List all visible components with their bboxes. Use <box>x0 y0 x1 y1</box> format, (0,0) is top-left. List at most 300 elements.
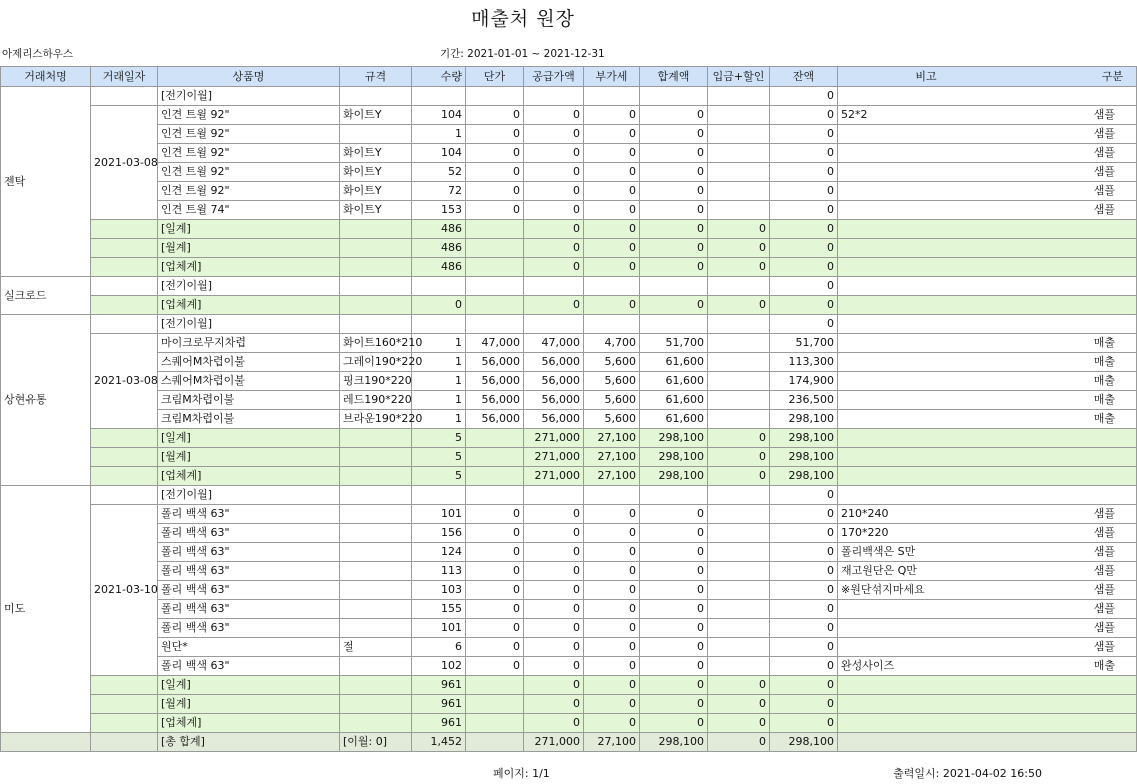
qty-cell: 155 <box>412 600 466 619</box>
subtotal-vat: 27,100 <box>584 467 640 486</box>
supply-cell: 56,000 <box>524 410 584 429</box>
type-text: 샘플 <box>1093 640 1115 653</box>
balance-cell: 0 <box>770 277 838 296</box>
price-cell: 0 <box>466 600 524 619</box>
balance-cell: 0 <box>770 638 838 657</box>
grand-qty: 1,452 <box>412 733 466 752</box>
table-row <box>1 524 1137 543</box>
ledger-body <box>1 87 1137 752</box>
subtotal-qty: 486 <box>412 258 466 277</box>
spec-cell: 화이트Y <box>340 106 412 125</box>
price-cell <box>466 277 524 296</box>
spec-cell <box>340 562 412 581</box>
type-text: 샘플 <box>1093 184 1115 197</box>
type-text: 샘플 <box>1093 165 1115 178</box>
vat-cell: 0 <box>584 619 640 638</box>
balance-cell: 0 <box>770 87 838 106</box>
type-text: 매출 <box>1093 336 1115 349</box>
subtotal-price-empty <box>466 220 524 239</box>
vat-cell: 0 <box>584 581 640 600</box>
spec-cell <box>340 486 412 505</box>
memo-type-cell <box>838 562 1137 581</box>
subtotal-row <box>1 239 1137 258</box>
price-cell <box>466 486 524 505</box>
qty-cell: 153 <box>412 201 466 220</box>
memo-type-cell <box>838 657 1137 676</box>
total-cell: 0 <box>640 600 708 619</box>
vat-cell: 0 <box>584 600 640 619</box>
qty-cell <box>412 87 466 106</box>
transaction-date: 2021-03-08 <box>91 106 158 220</box>
subtotal-supply: 0 <box>524 296 584 315</box>
subtotal-qty: 961 <box>412 714 466 733</box>
qty-cell: 124 <box>412 543 466 562</box>
deposit-cell <box>708 106 770 125</box>
subtotal-spec-empty <box>340 467 412 486</box>
product-name: 원단* <box>158 638 340 657</box>
balance-cell: 0 <box>770 543 838 562</box>
price-cell <box>466 315 524 334</box>
subtotal-supply: 0 <box>524 239 584 258</box>
memo-type-cell <box>838 106 1137 125</box>
memo-type-cell <box>838 353 1137 372</box>
spec-cell: 레드190*220 <box>340 391 412 410</box>
subtotal-vat: 27,100 <box>584 429 640 448</box>
date-cell-empty <box>91 486 158 505</box>
subtotal-memo-empty <box>838 429 1137 448</box>
memo-text: 210*240 <box>841 507 889 520</box>
table-row <box>1 334 1137 353</box>
subtotal-supply: 271,000 <box>524 448 584 467</box>
balance-cell: 174,900 <box>770 372 838 391</box>
supply-cell: 0 <box>524 125 584 144</box>
table-row <box>1 657 1137 676</box>
subtotal-memo-empty <box>838 220 1137 239</box>
memo-text: 재고원단은 Q만 <box>841 564 917 577</box>
qty-cell: 1 <box>412 372 466 391</box>
deposit-cell <box>708 201 770 220</box>
product-name: 폴리 백색 63" <box>158 619 340 638</box>
grand-party-empty <box>1 733 91 752</box>
qty-cell <box>412 277 466 296</box>
product-name: 인견 트윌 92" <box>158 163 340 182</box>
deposit-cell <box>708 372 770 391</box>
party-name: 미도 <box>1 486 91 733</box>
total-cell: 0 <box>640 201 708 220</box>
deposit-cell <box>708 600 770 619</box>
subtotal-deposit: 0 <box>708 448 770 467</box>
subtotal-date-empty <box>91 239 158 258</box>
party-name: 젠탁 <box>1 87 91 277</box>
memo-type-cell <box>838 277 1137 296</box>
qty-cell: 102 <box>412 657 466 676</box>
vat-cell: 0 <box>584 524 640 543</box>
subtotal-balance: 0 <box>770 714 838 733</box>
subtotal-qty: 486 <box>412 239 466 258</box>
subtotal-price-empty <box>466 448 524 467</box>
total-cell: 61,600 <box>640 410 708 429</box>
subtotal-label: [업체계] <box>158 467 340 486</box>
product-name: 폴리 백색 63" <box>158 543 340 562</box>
price-cell: 0 <box>466 581 524 600</box>
supply-cell: 0 <box>524 106 584 125</box>
qty-cell: 1 <box>412 125 466 144</box>
subtotal-total: 0 <box>640 676 708 695</box>
carryover-row <box>1 87 1137 106</box>
subtotal-supply: 0 <box>524 258 584 277</box>
col-supply: 공급가액 <box>524 67 584 87</box>
subtotal-qty: 5 <box>412 448 466 467</box>
subtotal-balance: 0 <box>770 676 838 695</box>
balance-cell: 0 <box>770 505 838 524</box>
type-text: 매출 <box>1093 393 1115 406</box>
deposit-cell <box>708 163 770 182</box>
price-cell: 0 <box>466 562 524 581</box>
spec-cell: 핑크190*220 <box>340 372 412 391</box>
memo-type-cell <box>838 581 1137 600</box>
subtotal-memo-empty <box>838 695 1137 714</box>
page-number: 페이지: 1/1 <box>493 767 550 780</box>
subtotal-qty: 486 <box>412 220 466 239</box>
subtotal-vat: 0 <box>584 296 640 315</box>
product-name: [전기이월] <box>158 87 340 106</box>
subtotal-spec-empty <box>340 714 412 733</box>
party-name: 상현유통 <box>1 315 91 486</box>
deposit-cell <box>708 581 770 600</box>
col-balance: 잔액 <box>770 67 838 87</box>
subtotal-date-empty <box>91 220 158 239</box>
type-text: 샘플 <box>1093 583 1115 596</box>
price-cell: 56,000 <box>466 410 524 429</box>
subtotal-total: 0 <box>640 296 708 315</box>
subtotal-date-empty <box>91 676 158 695</box>
product-name: 폴리 백색 63" <box>158 524 340 543</box>
price-cell: 0 <box>466 657 524 676</box>
balance-cell: 0 <box>770 562 838 581</box>
price-cell: 0 <box>466 144 524 163</box>
subtotal-deposit: 0 <box>708 239 770 258</box>
spec-cell <box>340 619 412 638</box>
ledger-table <box>0 66 1137 752</box>
subtotal-memo-empty <box>838 467 1137 486</box>
qty-cell: 104 <box>412 106 466 125</box>
total-cell: 0 <box>640 562 708 581</box>
balance-cell: 51,700 <box>770 334 838 353</box>
table-row <box>1 619 1137 638</box>
vat-cell: 0 <box>584 125 640 144</box>
subtotal-row <box>1 429 1137 448</box>
subtotal-balance: 0 <box>770 695 838 714</box>
type-text: 샘플 <box>1093 526 1115 539</box>
subtotal-supply: 271,000 <box>524 429 584 448</box>
subtotal-row <box>1 296 1137 315</box>
balance-cell: 0 <box>770 125 838 144</box>
carryover-row <box>1 315 1137 334</box>
table-row <box>1 505 1137 524</box>
transaction-date: 2021-03-08 <box>91 334 158 429</box>
supply-cell: 0 <box>524 600 584 619</box>
vat-cell: 0 <box>584 144 640 163</box>
subtotal-row <box>1 258 1137 277</box>
total-cell: 0 <box>640 182 708 201</box>
subtotal-total: 0 <box>640 239 708 258</box>
header-row <box>1 67 1137 87</box>
qty-cell <box>412 486 466 505</box>
supply-cell <box>524 315 584 334</box>
vat-cell: 0 <box>584 163 640 182</box>
balance-cell: 0 <box>770 106 838 125</box>
spec-cell <box>340 600 412 619</box>
product-name: 폴리 백색 63" <box>158 562 340 581</box>
total-cell: 51,700 <box>640 334 708 353</box>
subtotal-date-empty <box>91 714 158 733</box>
supply-cell: 0 <box>524 562 584 581</box>
subtotal-vat: 0 <box>584 676 640 695</box>
subtotal-qty: 961 <box>412 695 466 714</box>
subtotal-row <box>1 448 1137 467</box>
subtotal-qty: 5 <box>412 467 466 486</box>
spec-cell <box>340 87 412 106</box>
date-cell-empty <box>91 315 158 334</box>
total-cell: 0 <box>640 106 708 125</box>
grand-supply: 271,000 <box>524 733 584 752</box>
spec-cell <box>340 581 412 600</box>
product-name: [전기이월] <box>158 315 340 334</box>
subtotal-qty: 961 <box>412 676 466 695</box>
subtotal-total: 0 <box>640 714 708 733</box>
product-name: 인견 트윌 92" <box>158 125 340 144</box>
subtotal-total: 0 <box>640 695 708 714</box>
deposit-cell <box>708 524 770 543</box>
vat-cell: 5,600 <box>584 353 640 372</box>
memo-type-cell <box>838 182 1137 201</box>
grand-total-row <box>1 733 1137 752</box>
grand-deposit: 0 <box>708 733 770 752</box>
qty-cell: 101 <box>412 505 466 524</box>
vat-cell <box>584 315 640 334</box>
deposit-cell <box>708 125 770 144</box>
supply-cell: 0 <box>524 581 584 600</box>
supply-cell: 0 <box>524 543 584 562</box>
subtotal-balance: 298,100 <box>770 448 838 467</box>
subtotal-label: [업체계] <box>158 714 340 733</box>
subtotal-total: 298,100 <box>640 429 708 448</box>
subtotal-spec-empty <box>340 239 412 258</box>
table-row <box>1 201 1137 220</box>
total-cell: 0 <box>640 543 708 562</box>
supply-cell: 0 <box>524 144 584 163</box>
table-row <box>1 372 1137 391</box>
table-row <box>1 543 1137 562</box>
subtotal-deposit: 0 <box>708 258 770 277</box>
deposit-cell <box>708 486 770 505</box>
spec-cell <box>340 524 412 543</box>
vat-cell: 0 <box>584 638 640 657</box>
qty-cell: 1 <box>412 410 466 429</box>
total-cell: 0 <box>640 657 708 676</box>
qty-cell <box>412 315 466 334</box>
subtotal-supply: 0 <box>524 714 584 733</box>
memo-type-cell <box>838 334 1137 353</box>
deposit-cell <box>708 410 770 429</box>
balance-cell: 0 <box>770 619 838 638</box>
memo-type-cell <box>838 391 1137 410</box>
vat-cell: 4,700 <box>584 334 640 353</box>
table-row <box>1 353 1137 372</box>
grand-carryover: [이월: 0] <box>340 733 412 752</box>
spec-cell <box>340 125 412 144</box>
total-cell: 0 <box>640 505 708 524</box>
subtotal-date-empty <box>91 296 158 315</box>
deposit-cell <box>708 505 770 524</box>
col-type: 구분 <box>1101 69 1123 83</box>
type-text: 매출 <box>1093 412 1115 425</box>
col-party: 거래처명 <box>1 67 91 87</box>
col-product: 상품명 <box>158 67 340 87</box>
table-row <box>1 581 1137 600</box>
balance-cell: 0 <box>770 144 838 163</box>
memo-text: 완성사이즈 <box>841 659 895 672</box>
table-row <box>1 562 1137 581</box>
product-name: 인견 트윌 92" <box>158 182 340 201</box>
spec-cell: 브라운190*220 <box>340 410 412 429</box>
subtotal-balance: 0 <box>770 296 838 315</box>
qty-cell: 101 <box>412 619 466 638</box>
subtotal-spec-empty <box>340 258 412 277</box>
supply-cell: 0 <box>524 163 584 182</box>
product-name: 폴리 백색 63" <box>158 657 340 676</box>
price-cell <box>466 87 524 106</box>
spec-cell: 화이트Y <box>340 144 412 163</box>
balance-cell: 0 <box>770 315 838 334</box>
subtotal-row <box>1 714 1137 733</box>
memo-type-cell <box>838 410 1137 429</box>
supply-cell <box>524 87 584 106</box>
qty-cell: 156 <box>412 524 466 543</box>
subtotal-total: 298,100 <box>640 448 708 467</box>
type-text: 샘플 <box>1093 108 1115 121</box>
product-name: [전기이월] <box>158 486 340 505</box>
subtotal-date-empty <box>91 448 158 467</box>
memo-type-cell <box>838 144 1137 163</box>
vat-cell: 0 <box>584 562 640 581</box>
vat-cell: 5,600 <box>584 391 640 410</box>
spec-cell: 화이트Y <box>340 182 412 201</box>
supply-cell: 0 <box>524 619 584 638</box>
subtotal-price-empty <box>466 714 524 733</box>
memo-type-cell <box>838 315 1137 334</box>
subtotal-price-empty <box>466 467 524 486</box>
memo-type-cell <box>838 638 1137 657</box>
balance-cell: 0 <box>770 486 838 505</box>
col-spec: 규격 <box>340 67 412 87</box>
total-cell: 0 <box>640 524 708 543</box>
subtotal-price-empty <box>466 258 524 277</box>
subtotal-date-empty <box>91 429 158 448</box>
type-text: 매출 <box>1093 374 1115 387</box>
subtotal-label: [업체계] <box>158 296 340 315</box>
balance-cell: 236,500 <box>770 391 838 410</box>
qty-cell: 1 <box>412 353 466 372</box>
subtotal-memo-empty <box>838 258 1137 277</box>
price-cell: 0 <box>466 201 524 220</box>
carryover-row <box>1 486 1137 505</box>
subtotal-vat: 0 <box>584 220 640 239</box>
supply-cell: 0 <box>524 505 584 524</box>
price-cell: 0 <box>466 543 524 562</box>
qty-cell: 52 <box>412 163 466 182</box>
subtotal-memo-empty <box>838 448 1137 467</box>
total-cell <box>640 277 708 296</box>
type-text: 매출 <box>1093 355 1115 368</box>
deposit-cell <box>708 638 770 657</box>
balance-cell: 298,100 <box>770 410 838 429</box>
product-name: 폴리 백색 63" <box>158 581 340 600</box>
product-name: 스퀘어M차렵이불 <box>158 372 340 391</box>
price-cell: 56,000 <box>466 353 524 372</box>
deposit-cell <box>708 391 770 410</box>
product-name: 크림M차렵이불 <box>158 410 340 429</box>
subtotal-memo-empty <box>838 296 1137 315</box>
subtotal-label: [월계] <box>158 695 340 714</box>
subtotal-qty: 5 <box>412 429 466 448</box>
total-cell: 61,600 <box>640 353 708 372</box>
memo-type-cell <box>838 125 1137 144</box>
total-cell <box>640 87 708 106</box>
grand-total-label: [총 합계] <box>158 733 340 752</box>
deposit-cell <box>708 657 770 676</box>
subtotal-balance: 0 <box>770 239 838 258</box>
subtotal-balance: 298,100 <box>770 429 838 448</box>
qty-cell: 103 <box>412 581 466 600</box>
table-row <box>1 391 1137 410</box>
memo-type-cell <box>838 163 1137 182</box>
total-cell: 0 <box>640 144 708 163</box>
product-name: [전기이월] <box>158 277 340 296</box>
product-name: 인견 트윌 92" <box>158 106 340 125</box>
table-row <box>1 410 1137 429</box>
price-cell: 56,000 <box>466 391 524 410</box>
subtotal-spec-empty <box>340 296 412 315</box>
deposit-cell <box>708 144 770 163</box>
subtotal-supply: 0 <box>524 220 584 239</box>
subtotal-supply: 271,000 <box>524 467 584 486</box>
product-name: 인견 트윌 92" <box>158 144 340 163</box>
qty-cell: 6 <box>412 638 466 657</box>
supply-cell: 56,000 <box>524 372 584 391</box>
price-cell: 0 <box>466 125 524 144</box>
type-text: 샘플 <box>1093 602 1115 615</box>
memo-text: 폴리백색은 S만 <box>841 545 916 558</box>
deposit-cell <box>708 562 770 581</box>
memo-text: 170*220 <box>841 526 889 539</box>
vat-cell: 0 <box>584 201 640 220</box>
deposit-cell <box>708 315 770 334</box>
memo-type-cell <box>838 600 1137 619</box>
type-text: 샘플 <box>1093 127 1115 140</box>
subtotal-date-empty <box>91 258 158 277</box>
spec-cell: 화이트Y <box>340 201 412 220</box>
memo-type-cell <box>838 201 1137 220</box>
vat-cell: 0 <box>584 106 640 125</box>
total-cell: 61,600 <box>640 372 708 391</box>
subtotal-spec-empty <box>340 695 412 714</box>
subtotal-vat: 27,100 <box>584 448 640 467</box>
vat-cell: 5,600 <box>584 372 640 391</box>
party-name: 실크로드 <box>1 277 91 315</box>
grand-price-empty <box>466 733 524 752</box>
vat-cell <box>584 87 640 106</box>
